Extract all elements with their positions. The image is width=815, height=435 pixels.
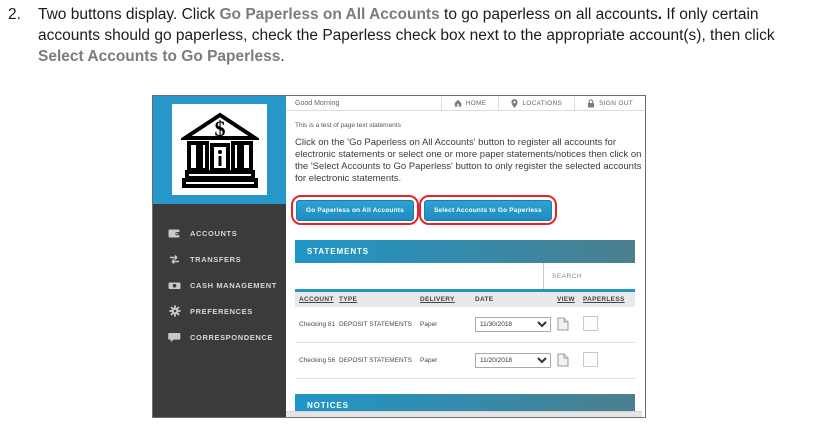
sidebar-item-label: ACCOUNTS (190, 228, 238, 238)
paperless-buttons-row (291, 195, 645, 225)
app-screenshot (152, 95, 646, 418)
cell-delivery: Paper (420, 321, 438, 328)
sidebar-item-label: PREFERENCES (190, 306, 253, 316)
step-text-segment: . (280, 48, 285, 65)
svg-text:$: $ (214, 115, 225, 141)
cropped-section-strip (286, 411, 642, 417)
date-dropdown[interactable] (475, 317, 551, 332)
date-dropdown[interactable] (475, 353, 551, 368)
annotation-circle-go-all (291, 195, 419, 225)
nav-locations-label: LOCATIONS (522, 99, 563, 107)
speech-bubble-icon (168, 331, 181, 343)
nav-locations[interactable] (498, 96, 574, 110)
bank-building-icon (181, 112, 259, 188)
col-type[interactable]: TYPE (339, 296, 358, 303)
document-icon (557, 317, 569, 331)
topnav (441, 96, 645, 110)
lock-icon (587, 99, 595, 108)
step-text-segment: . (657, 6, 663, 23)
sidebar-item-label: TRANSFERS (190, 254, 242, 264)
home-icon (454, 99, 462, 107)
annotation-circle-go-select (419, 195, 557, 225)
cash-icon (168, 279, 181, 291)
page-test-text: This is a test of page text statements (295, 122, 401, 129)
view-statement-button[interactable] (557, 353, 569, 367)
nav-signout[interactable] (574, 96, 645, 110)
statements-table-header (295, 289, 635, 307)
paperless-intro-text: Click on the 'Go Paperless on All Accounts' button to register all accounts for electronic statements or select one or more paper statements/notices then click on the 'Select Accounts to Go Paperless' button to only register the selected accounts for electronic statements. (295, 137, 642, 184)
sidebar-item-accounts[interactable] (153, 220, 286, 246)
search-input[interactable]: SEARCH (543, 263, 635, 289)
sidebar-item-correspondence[interactable] (153, 324, 286, 350)
main-area (286, 96, 645, 417)
nav-signout-label: SIGN OUT (599, 99, 633, 107)
step-text (38, 4, 800, 67)
step-text-segment: Two buttons display. Click (38, 6, 220, 23)
notices-title: NOTICES (307, 401, 349, 410)
paperless-checkbox[interactable] (583, 352, 598, 367)
nav-home[interactable] (441, 96, 499, 110)
col-account[interactable]: ACCOUNT (299, 296, 334, 303)
cell-account: Checking 56 (299, 357, 336, 364)
col-view[interactable]: VIEW (557, 296, 575, 303)
topbar (286, 96, 645, 111)
cell-type: DEPOSIT STATEMENTS (339, 321, 412, 328)
cell-delivery: Paper (420, 357, 438, 364)
gear-icon (168, 305, 181, 317)
instruction-step (8, 4, 800, 67)
sidebar-item-preferences[interactable] (153, 298, 286, 324)
col-paperless[interactable]: PAPERLESS (583, 296, 625, 303)
sidebar (153, 96, 286, 417)
paperless-checkbox[interactable] (583, 316, 598, 331)
statements-title: STATEMENTS (307, 247, 370, 256)
nav-home-label: HOME (465, 99, 487, 107)
view-statement-button[interactable] (557, 317, 569, 331)
statements-table (295, 263, 635, 379)
sidebar-item-cash-management[interactable] (153, 272, 286, 298)
sidebar-item-label: CASH MANAGEMENT (190, 280, 277, 290)
select-accounts-button[interactable]: Select Accounts to Go Paperless (424, 200, 552, 221)
step-text-segment: to go paperless on all accounts (439, 6, 658, 23)
step-text-bold-go-all: Go Paperless on All Accounts (219, 6, 440, 23)
search-row (295, 263, 635, 289)
col-date: DATE (475, 296, 494, 303)
cell-type: DEPOSIT STATEMENTS (339, 357, 412, 364)
page-content (286, 111, 645, 417)
logo-block (153, 96, 286, 204)
location-pin-icon (511, 99, 518, 108)
table-row (295, 343, 635, 379)
table-row (295, 307, 635, 343)
wallet-icon (168, 227, 181, 239)
cell-account: Checking 81 (299, 321, 336, 328)
sidebar-item-label: CORRESPONDENCE (190, 332, 273, 342)
statements-section-header (295, 240, 635, 263)
go-paperless-all-button[interactable]: Go Paperless on All Accounts (296, 200, 414, 221)
step-text-segment: If only certain accounts should go paperless, check the Paperless check box next to the appropriate account(s), then click (38, 6, 775, 44)
step-number: 2. (8, 6, 21, 23)
greeting-text: Good Morning (295, 99, 340, 107)
step-text-bold-go-select: Select Accounts to Go Paperless (38, 48, 281, 65)
sidebar-menu (153, 204, 286, 350)
col-delivery[interactable]: DELIVERY (420, 296, 455, 303)
sidebar-item-transfers[interactable] (153, 246, 286, 272)
bank-logo[interactable] (172, 104, 267, 195)
document-icon (557, 353, 569, 367)
transfer-arrows-icon (168, 253, 181, 265)
